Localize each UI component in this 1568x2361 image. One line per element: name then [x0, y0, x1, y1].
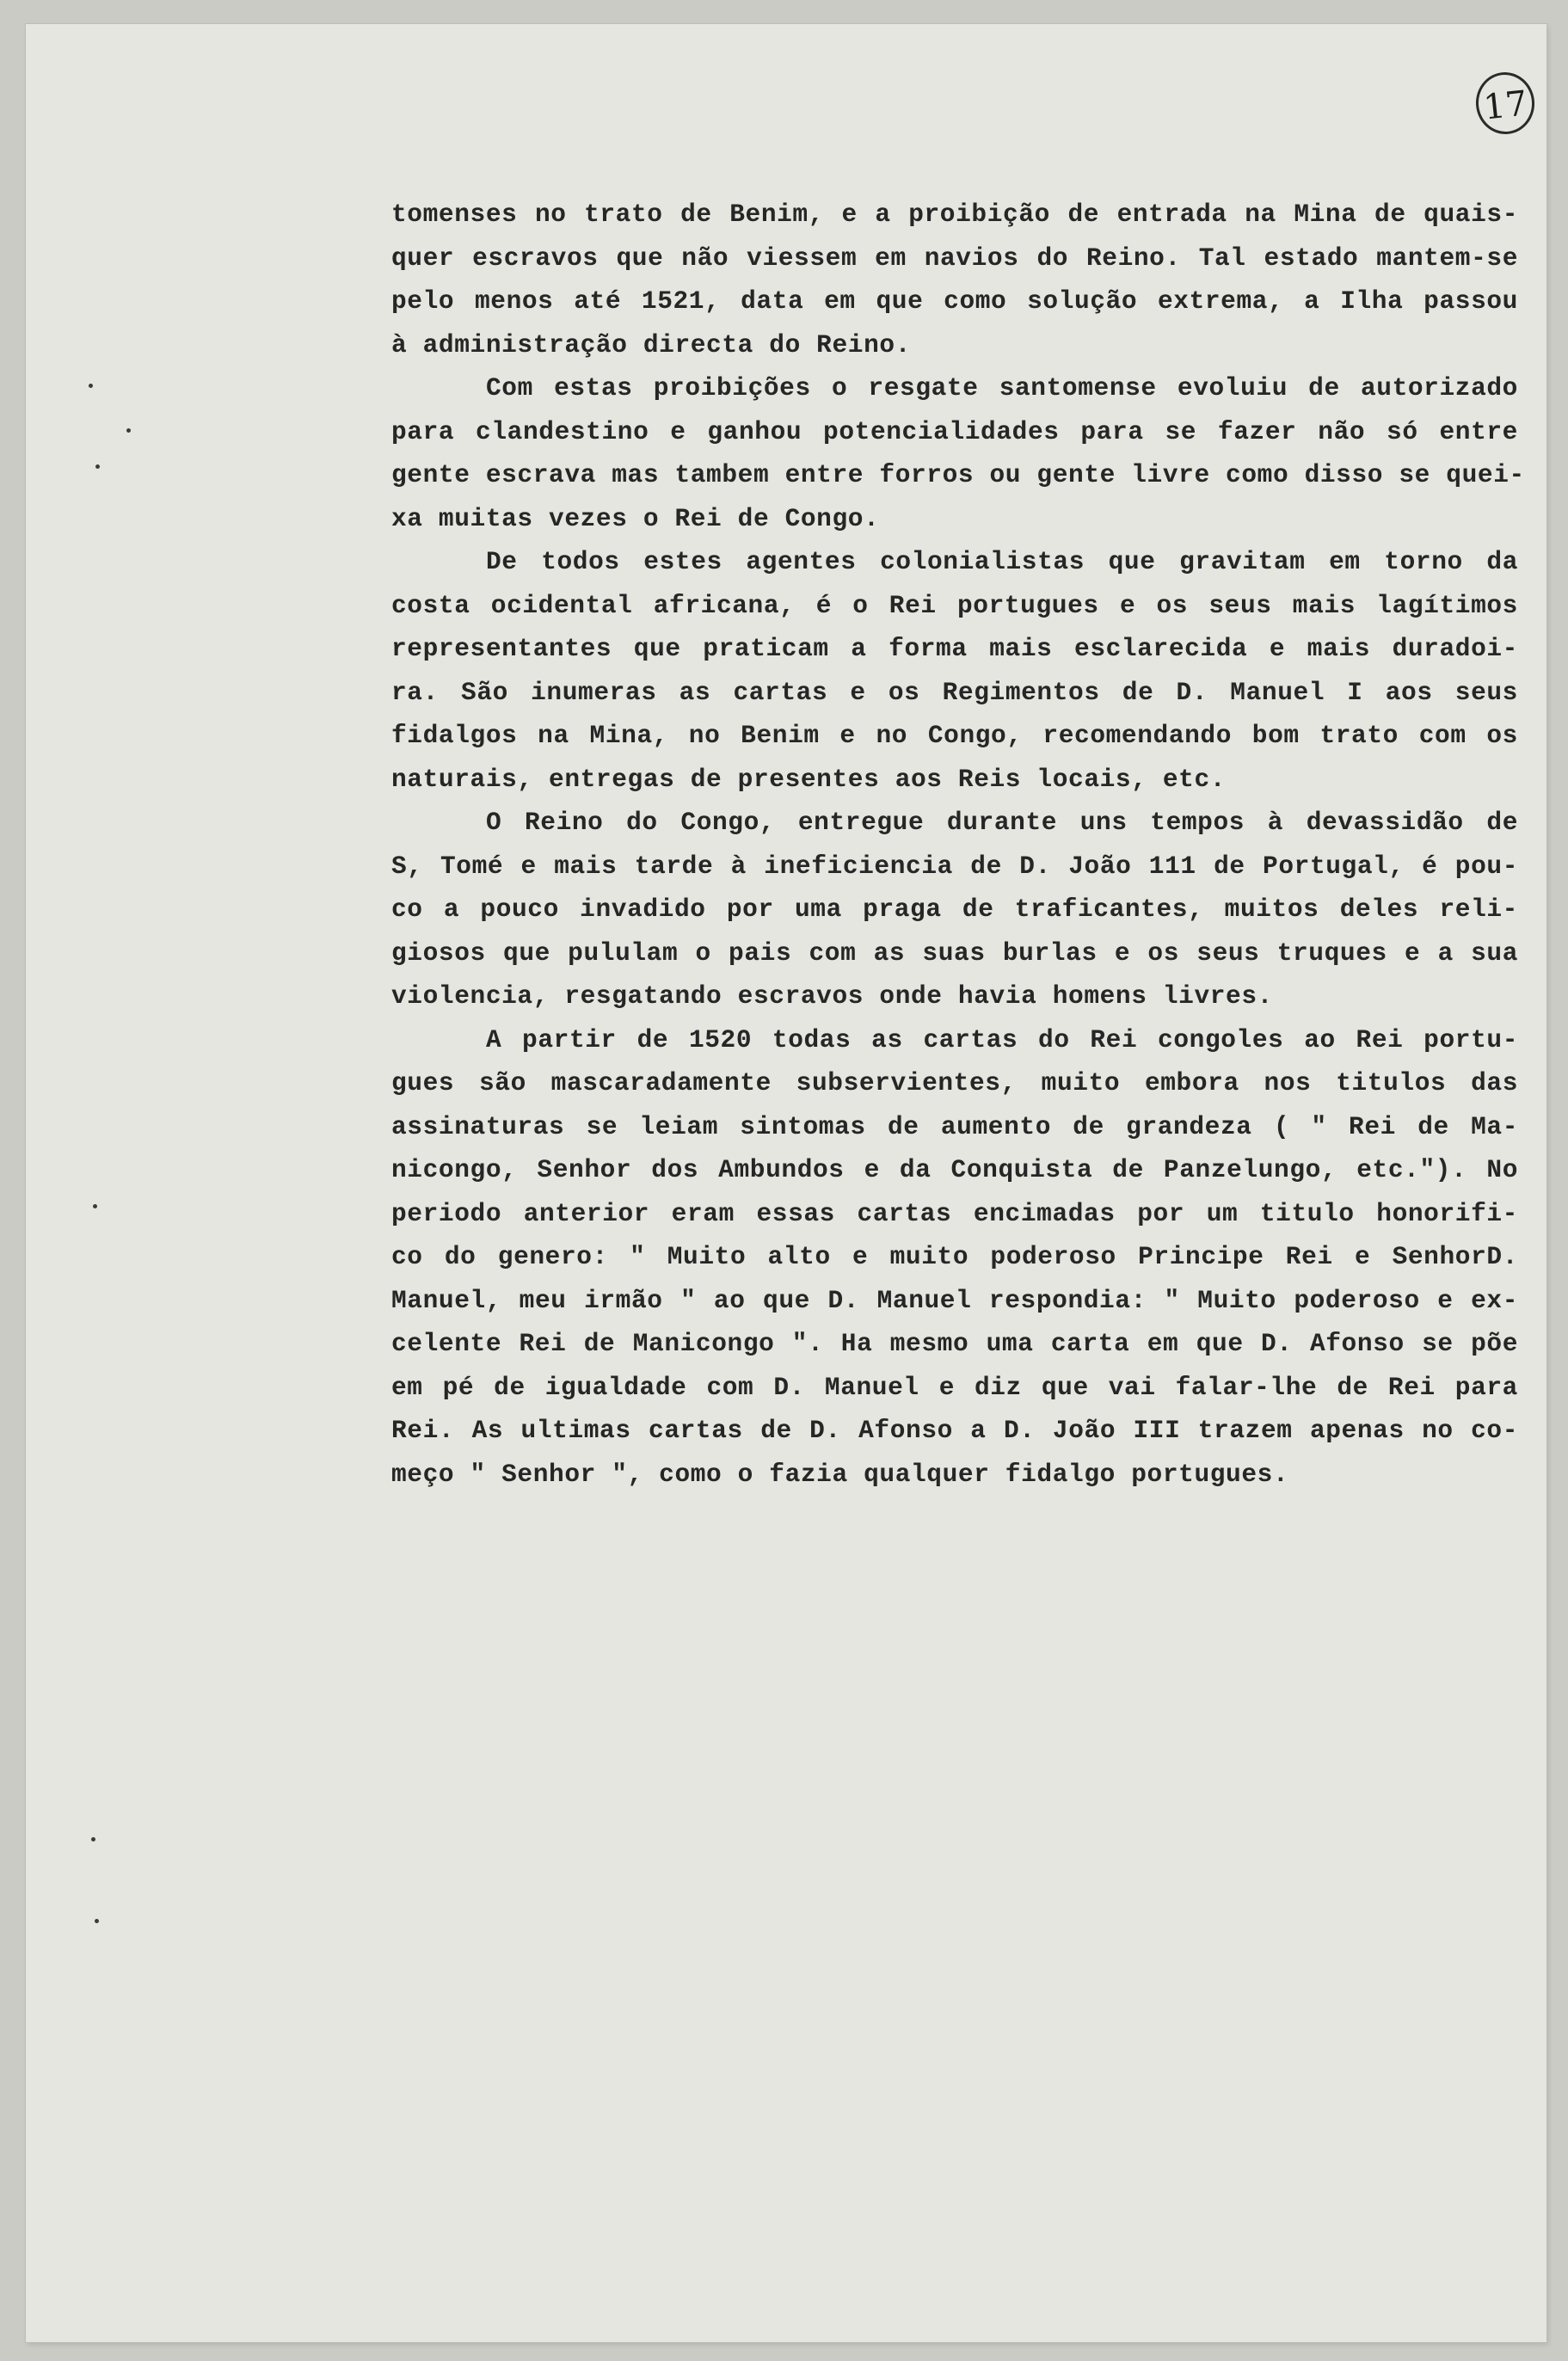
text-line: O Reino do Congo, entregue durante uns tempos à devassidão de — [486, 808, 1518, 837]
body-text — [391, 193, 1525, 1496]
text-line: gente escrava mas tambem entre forros ou gente livre como disso se quei- — [391, 460, 1525, 489]
paragraph — [391, 366, 1525, 540]
text-line: co a pouco invadido por uma praga de traficantes, muitos deles reli- — [391, 895, 1518, 924]
text-line: violencia, resgatando escravos onde havia homens livres. — [391, 981, 1273, 1011]
margin-mark — [95, 464, 100, 469]
text-line: para clandestino e ganhou potencialidades para se fazer não só entre — [391, 416, 1518, 446]
text-line: gues são mascaradamente subservientes, muito embora nos titulos das — [391, 1068, 1518, 1097]
text-line: xa muitas vezes o Rei de Congo. — [391, 503, 880, 533]
paragraph — [391, 540, 1518, 801]
text-line: celente Rei de Manicongo ". Ha mesmo uma carta em que D. Afonso se põe — [391, 1329, 1518, 1358]
text-line: à administração directa do Reino. — [391, 329, 911, 360]
text-line: fidalgos na Mina, no Benim e no Congo, recomendando bom trato com os — [391, 721, 1518, 750]
text-line: ra. São inumeras as cartas e os Regimentos de D. Manuel I aos seus — [391, 677, 1518, 707]
paragraph — [391, 193, 1518, 366]
margin-mark — [91, 1837, 95, 1841]
text-line: Rei. As ultimas cartas de D. Afonso a D. João III trazem apenas no co- — [391, 1416, 1518, 1445]
paragraph — [391, 1018, 1518, 1497]
text-line: naturais, entregas de presentes aos Reis locais, etc. — [391, 764, 1227, 794]
text-line: costa ocidental africana, é o Rei portugues e os seus mais lagítimos — [391, 590, 1518, 620]
text-line: tomenses no trato de Benim, e a proibição de entrada na Mina de quais- — [391, 200, 1518, 229]
margin-mark — [126, 428, 131, 433]
text-line: De todos estes agentes colonialistas que gravitam em torno da — [486, 547, 1518, 576]
margin-mark — [89, 384, 93, 388]
text-line: quer escravos que não viessem em navios do Reino. Tal estado mantem-se — [391, 243, 1518, 273]
text-line: periodo anterior eram essas cartas encimadas por um titulo honorifi- — [391, 1198, 1518, 1228]
paragraph — [391, 801, 1518, 1018]
text-line: giosos que pululam o pais com as suas burlas e os seus truques e a sua — [391, 938, 1518, 968]
text-line: nicongo, Senhor dos Ambundos e da Conquista de Panzelungo, etc."). No — [391, 1155, 1518, 1184]
text-line: representantes que praticam a forma mais esclarecida e mais duradoi- — [391, 634, 1518, 663]
text-line: S, Tomé e mais tarde à ineficiencia de D. João 111 de Portugal, é pou- — [391, 851, 1518, 881]
text-line: em pé de igualdade com D. Manuel e diz que vai falar-lhe de Rei para — [391, 1372, 1518, 1402]
text-line: Manuel, meu irmão " ao que D. Manuel respondia: " Muito poderoso e ex- — [391, 1285, 1518, 1315]
text-line: co do genero: " Muito alto e muito poderoso Principe Rei e SenhorD. — [391, 1242, 1518, 1271]
text-line: A partir de 1520 todas as cartas do Rei congoles ao Rei portu- — [486, 1024, 1518, 1054]
text-line: assinaturas se leiam sintomas de aumento de grandeza ( " Rei de Ma- — [391, 1111, 1518, 1141]
margin-mark — [93, 1204, 97, 1208]
text-line: pelo menos até 1521, data em que como solução extrema, a Ilha passou — [391, 286, 1518, 316]
margin-mark — [95, 1919, 99, 1923]
page-number: 17 — [1473, 70, 1537, 138]
text-line: meço " Senhor ", como o fazia qualquer fidalgo portugues. — [391, 1459, 1289, 1489]
text-line: Com estas proibições o resgate santomense evoluiu de autorizado — [486, 373, 1518, 403]
